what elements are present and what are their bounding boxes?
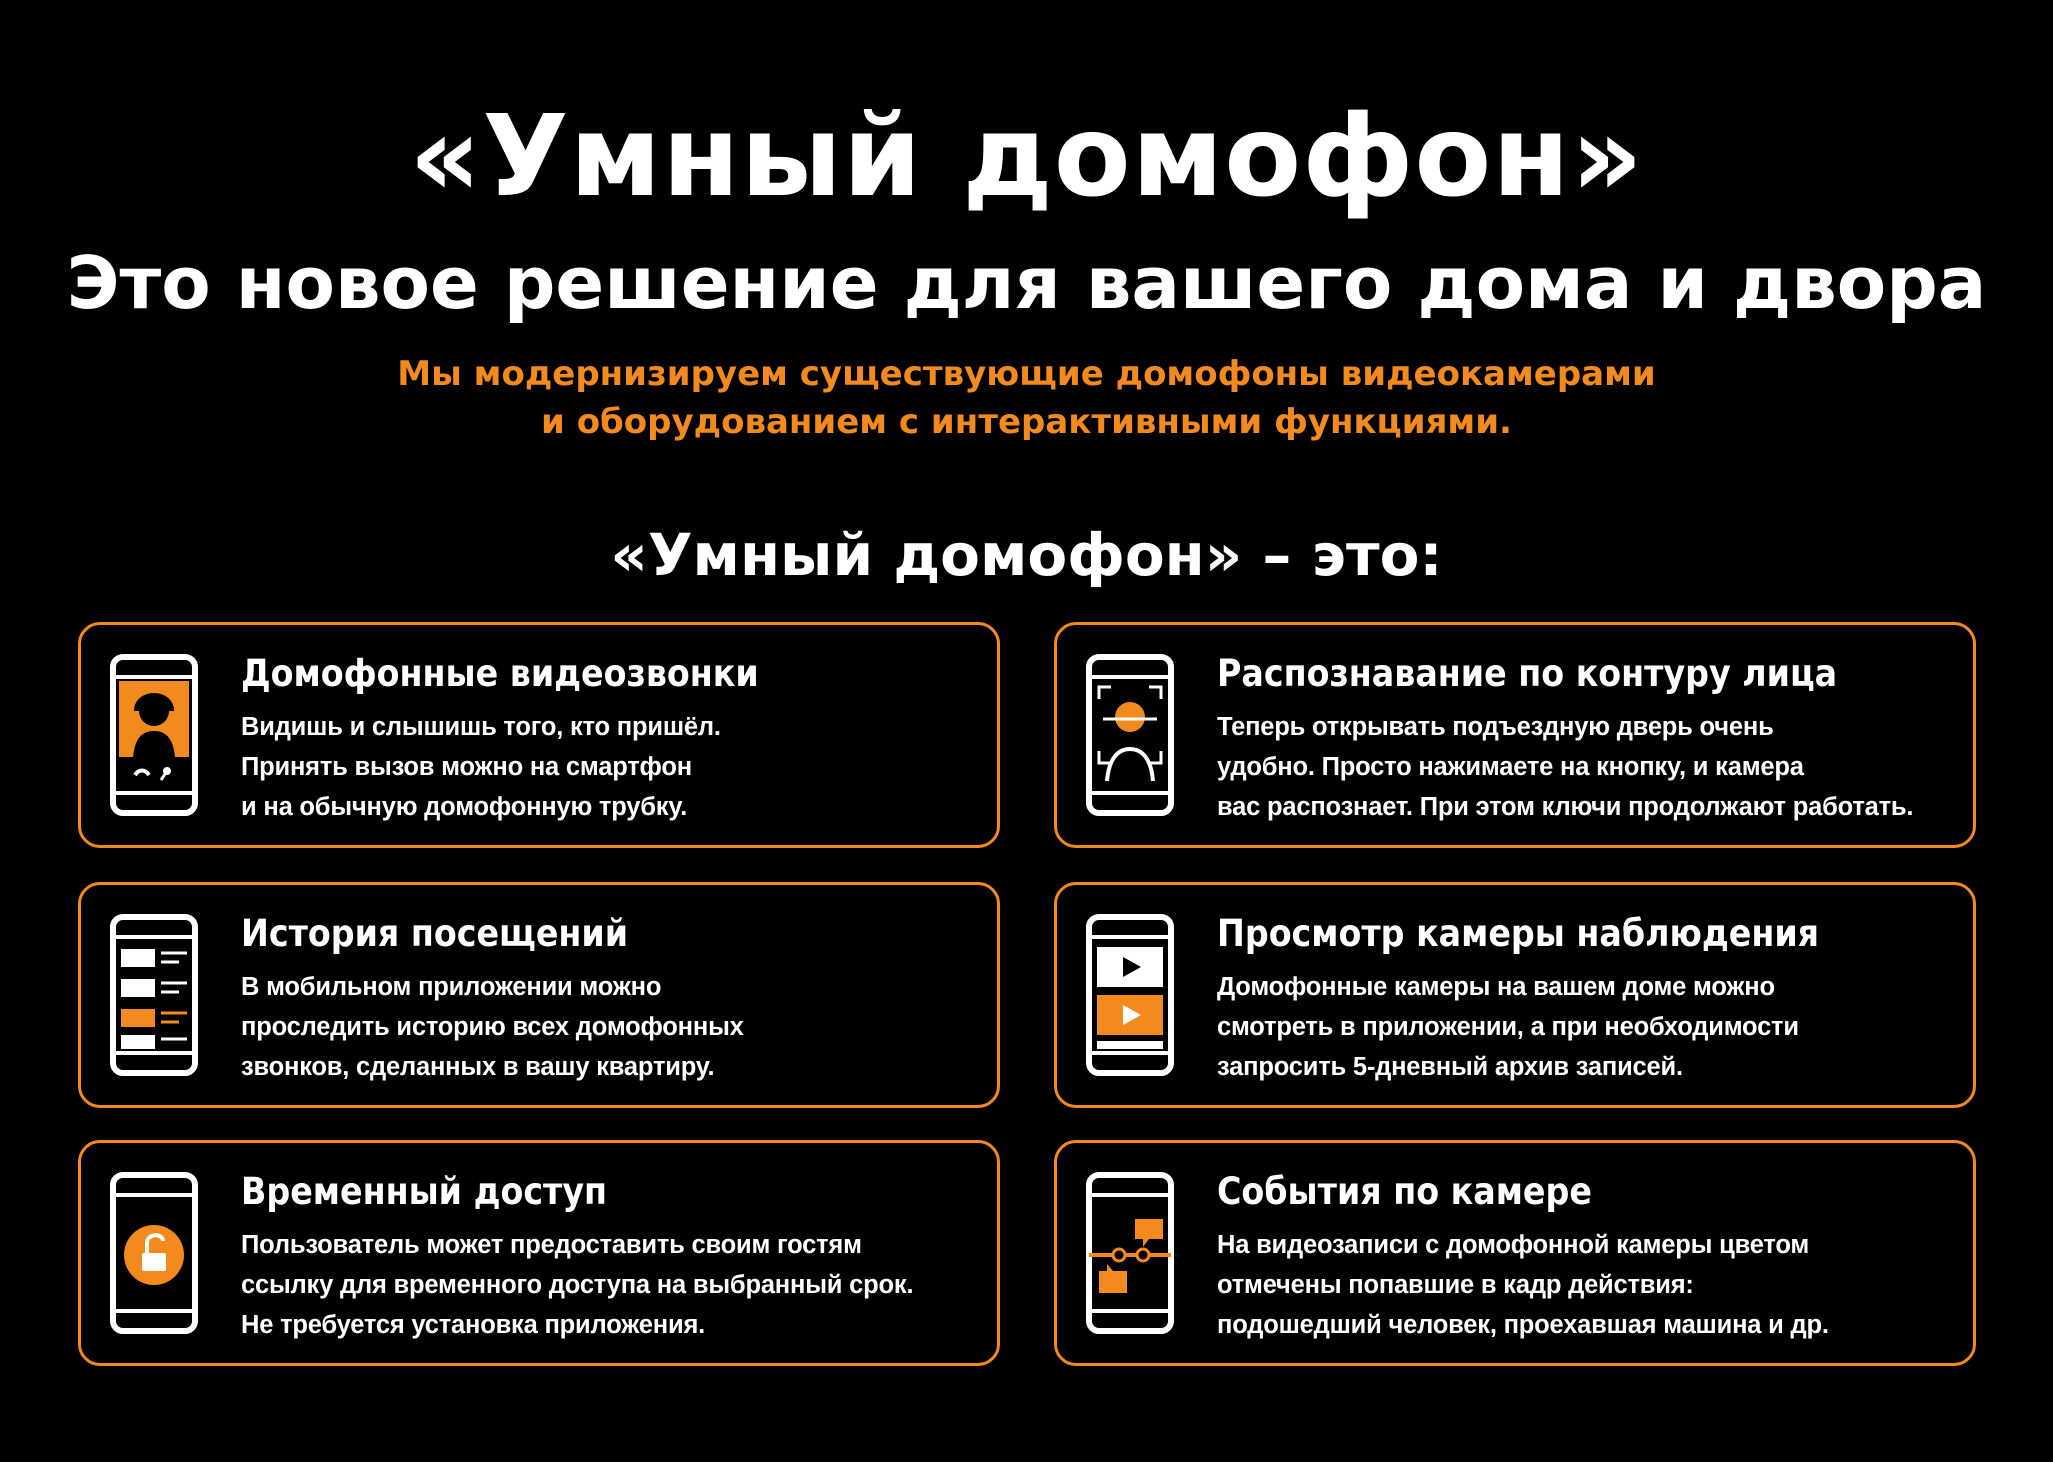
feature-card-face-recognition <box>1054 622 1976 848</box>
feature-title: Просмотр камеры наблюдения <box>1217 912 1820 955</box>
section-title: «Умный домофон» – это: <box>610 521 1443 589</box>
camera-view-icon <box>1085 913 1175 1077</box>
feature-title: История посещений <box>241 912 629 955</box>
feature-card-video-calls <box>78 622 1000 848</box>
feature-text: В мобильном приложении можно проследить историю всех домофонных звонков, сделанных в вашу квартиру. <box>241 973 744 1081</box>
feature-text: На видеозаписи с домофонной камеры цветом отмечены попавшие в кадр действия: подошедший человек, проехавшая машина и др. <box>1217 1231 1829 1339</box>
phone-video-call-icon <box>109 653 199 817</box>
feature-text: Теперь открывать подъездную дверь очень удобно. Просто нажимаете на кнопку, и камера вас распознает. При этом ключи продолжают работать. <box>1217 713 1914 821</box>
feature-card-camera-view <box>1054 882 1976 1108</box>
feature-title: Распознавание по контуру лица <box>1217 652 1838 695</box>
feature-title: События по камере <box>1217 1170 1592 1213</box>
feature-card-call-history <box>78 882 1000 1108</box>
page-title: «Умный домофон» <box>408 92 1645 222</box>
lead-line-2: и оборудованием с интерактивными функциями. <box>541 402 1512 442</box>
feature-text: Видишь и слышишь того, кто пришёл. Принять вызов можно на смартфон и на обычную домофонную трубку. <box>241 713 721 821</box>
feature-card-temporary-access <box>78 1140 1000 1366</box>
feature-text: Домофонные камеры на вашем доме можно смотреть в приложении, а при необходимости запросить 5-дневный архив записей. <box>1217 973 1799 1081</box>
call-history-icon <box>109 913 199 1077</box>
lead-text <box>0 350 2053 446</box>
feature-title: Домофонные видеозвонки <box>241 652 759 695</box>
temporary-access-icon <box>109 1171 199 1335</box>
camera-events-icon <box>1085 1171 1175 1335</box>
feature-text: Пользователь может предоставить своим гостям ссылку для временного доступа на выбранный срок. Не требуется установка приложения. <box>241 1231 914 1339</box>
feature-card-camera-events <box>1054 1140 1976 1366</box>
face-recognition-icon <box>1085 653 1175 817</box>
feature-title: Временный доступ <box>241 1170 608 1213</box>
lead-line-1: Мы модернизируем существующие домофоны видеокамерами <box>397 354 1656 394</box>
page-subtitle: Это новое решение для вашего дома и двора <box>66 241 1987 325</box>
